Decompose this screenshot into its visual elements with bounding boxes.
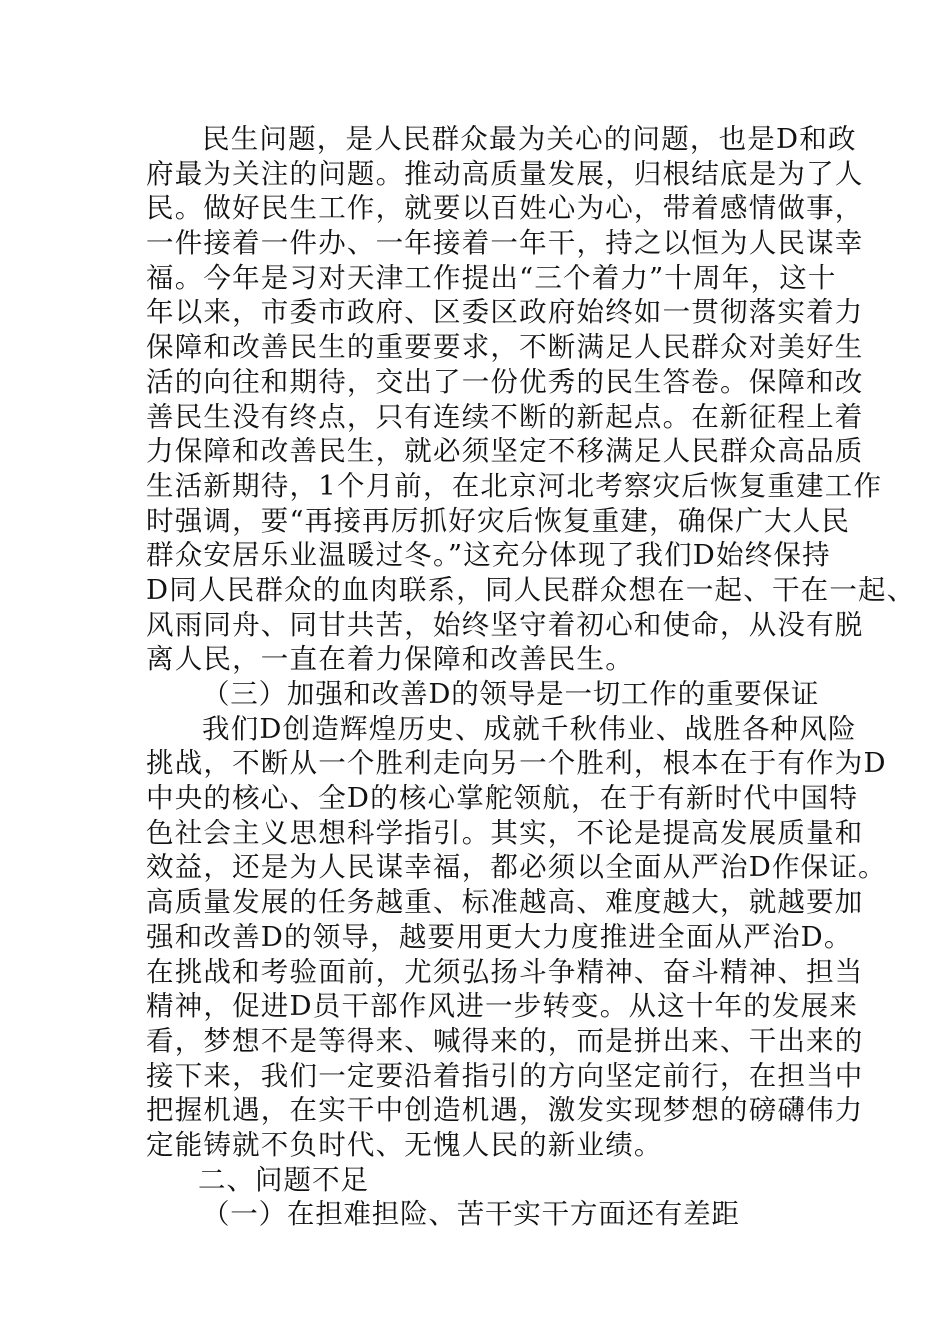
paragraph-line: 效益，还是为人民谋幸福，都必须以全面从严治D作保证。 — [146, 851, 887, 884]
paragraph-line: D同人民群众的血肉联系，同人民群众想在一起、干在一起、 — [146, 573, 916, 606]
paragraph-line: 我们D创造辉煌历史、成就千秋伟业、战胜各种风险 — [202, 712, 857, 745]
subheading: （三）加强和改善D的领导是一切工作的重要保证 — [202, 678, 820, 710]
paragraph-line: 善民生没有终点，只有连续不断的新起点。在新征程上着 — [146, 400, 864, 433]
paragraph-line: 把握机遇，在实干中创造机遇，激发实现梦想的磅礴伟力 — [146, 1094, 864, 1127]
paragraph-line: 离人民，一直在着力保障和改善民生。 — [146, 643, 634, 676]
paragraph-line: 在挑战和考验面前，尤须弘扬斗争精神、奋斗精神、担当 — [146, 955, 864, 988]
paragraph-line: 府最为关注的问题。推动高质量发展，归根结底是为了人 — [146, 157, 864, 190]
paragraph-line: 风雨同舟、同甘共苦，始终坚守着初心和使命，从没有脱 — [146, 608, 864, 641]
paragraph-line: 年以来，市委市政府、区委区政府始终如一贯彻落实着力 — [146, 296, 864, 329]
paragraph-line: 时强调，要“再接再厉抓好灾后恢复重建，确保广大人民 — [146, 504, 851, 537]
paragraph-line: 色社会主义思想科学指引。其实，不论是提高发展质量和 — [146, 816, 864, 849]
body-text — [146, 122, 916, 1232]
paragraph-line: 高质量发展的任务越重、标准越高、难度越大，就越要加 — [146, 886, 864, 919]
paragraph-line: 民生问题，是人民群众最为关心的问题，也是D和政 — [202, 123, 857, 155]
paragraph-line: 活的向往和期待，交出了一份优秀的民生答卷。保障和改 — [146, 365, 864, 398]
paragraph-line: 一件接着一件办、一年接着一年干，持之以恒为人民谋幸 — [146, 227, 864, 260]
paragraph-line: 精神，促进D员干部作风进一步转变。从这十年的发展来 — [146, 990, 859, 1023]
paragraph-line: 民。做好民生工作，就要以百姓心为心，带着感情做事， — [146, 192, 864, 225]
subheading: （一）在担难担险、苦干实干方面还有差距 — [202, 1198, 740, 1231]
paragraph-line: 中央的核心、全D的核心掌舵领航，在于有新时代中国特 — [146, 782, 859, 815]
paragraph-line: 接下来，我们一定要沿着指引的方向坚定前行，在担当中 — [146, 1059, 864, 1092]
paragraph-line: 保障和改善民生的重要要求，不断满足人民群众对美好生 — [146, 331, 864, 364]
paragraph-line: 群众安居乐业温暖过冬。”这充分体现了我们D始终保持 — [146, 539, 831, 572]
paragraph-line: 力保障和改善民生，就必须坚定不移满足人民群众高品质 — [146, 435, 864, 468]
paragraph-line: 看，梦想不是等得来、喊得来的，而是拼出来、干出来的 — [146, 1024, 864, 1057]
paragraph-line: 生活新期待，1个月前，在北京河北考察灾后恢复重建工作 — [146, 469, 883, 502]
section-title: 二、问题不足 — [198, 1163, 369, 1196]
paragraph-line: 福。今年是习对天津工作提出“三个着力”十周年，这十 — [146, 261, 837, 294]
paragraph-line: 挑战，不断从一个胜利走向另一个胜利，根本在于有作为D — [146, 747, 887, 780]
paragraph-line: 强和改善D的领导，越要用更大力度推进全面从严治D。 — [146, 920, 853, 953]
paragraph-line: 定能铸就不负时代、无愧人民的新业绩。 — [146, 1128, 663, 1161]
